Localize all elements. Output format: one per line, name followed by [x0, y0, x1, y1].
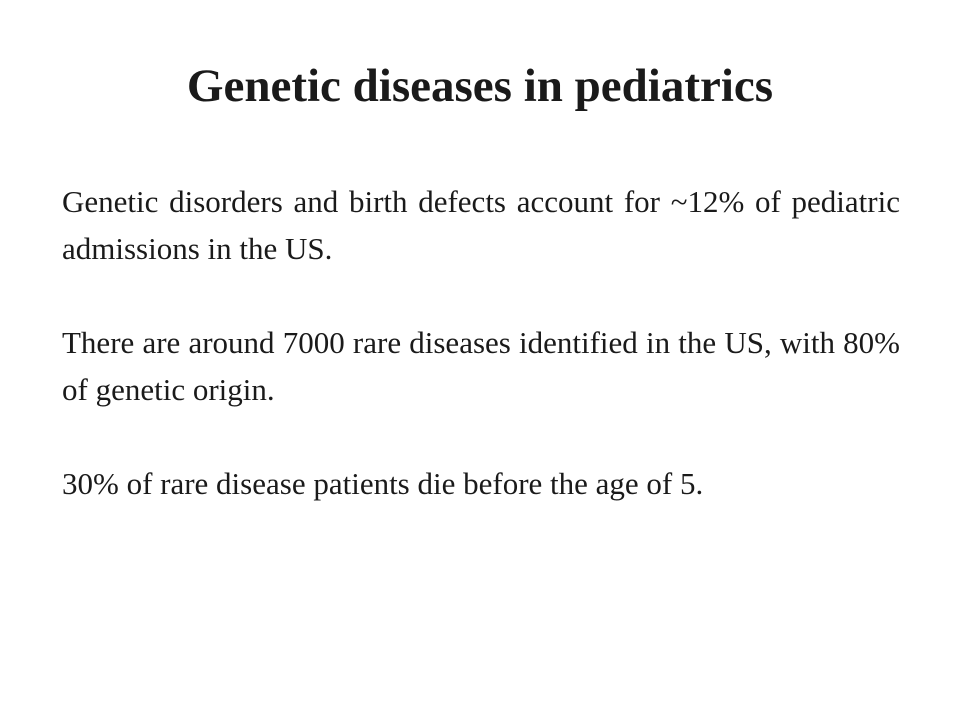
paragraph-pediatric-admissions: Genetic disorders and birth defects account for ~12% of pediatric admissions in the US. [62, 184, 900, 266]
paragraph-mortality: 30% of rare disease patients die before the age of 5. [62, 466, 704, 501]
paragraph-rare-diseases: There are around 7000 rare diseases identified in the US, with 80% of genetic origin. [62, 325, 900, 407]
slide-title: Genetic diseases in pediatrics [186, 60, 774, 112]
slide-body [62, 178, 900, 554]
